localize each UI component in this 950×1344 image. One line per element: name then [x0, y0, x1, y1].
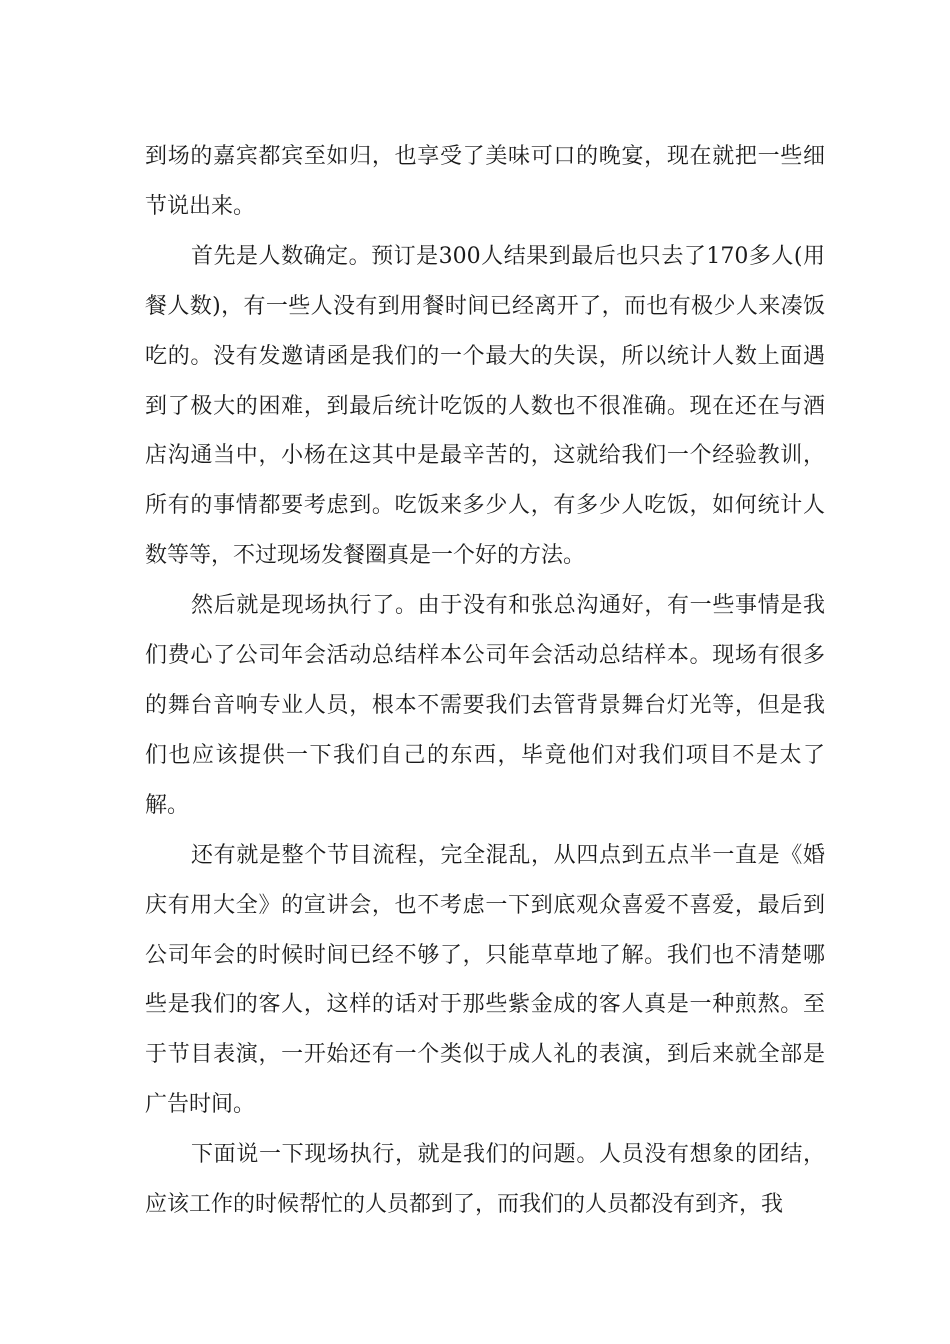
paragraph-intro-continuation: 到场的嘉宾都宾至如归，也享受了美味可口的晚宴，现在就把一些细节说出来。 [145, 144, 825, 219]
paragraph-onsite-execution: 然后就是现场执行了。由于没有和张总沟通好，有一些事情是我们费心了公司年会活动总结样本公司年会活动总结样本。现场有很多的舞台音响专业人员，根本不需要我们去管背景舞台灯光等，但是我们也应该提供一下我们自己的东西，毕竟他们对我们项目不是太了解。 [145, 593, 825, 818]
paragraph-attendance: 首先是人数确定。预订是300人结果到最后也只去了170多人(用餐人数)，有一些人没有到用餐时间已经离开了，而也有极少人来凑饭吃的。没有发邀请函是我们的一个最大的失误，所以统计人数上面遇到了极大的困难，到最后统计吃饭的人数也不很准确。现在还在与酒店沟通当中，小杨在这其中是最辛苦的，这就给我们一个经验教训，所有的事情都要考虑到。吃饭来多少人，有多少人吃饭，如何统计人数等等，不过现场发餐圈真是一个好的方法。 [145, 243, 825, 569]
paragraph-program-flow: 还有就是整个节目流程，完全混乱，从四点到五点半一直是《婚庆有用大全》的宣讲会，也不考虑一下到底观众喜爱不喜爱，最后到公司年会的时候时间已经不够了，只能草草地了解。我们也不清楚哪些是我们的客人，这样的话对于那些紫金成的客人真是一种煎熬。至于节目表演，一开始还有一个类似于成人礼的表演，到后来就全部是广告时间。 [145, 842, 825, 1118]
paragraph-team-issues: 下面说一下现场执行，就是我们的问题。人员没有想象的团结，应该工作的时候帮忙的人员都到了，而我们的人员都没有到齐，我 [145, 1142, 825, 1218]
body-text [145, 132, 825, 1230]
